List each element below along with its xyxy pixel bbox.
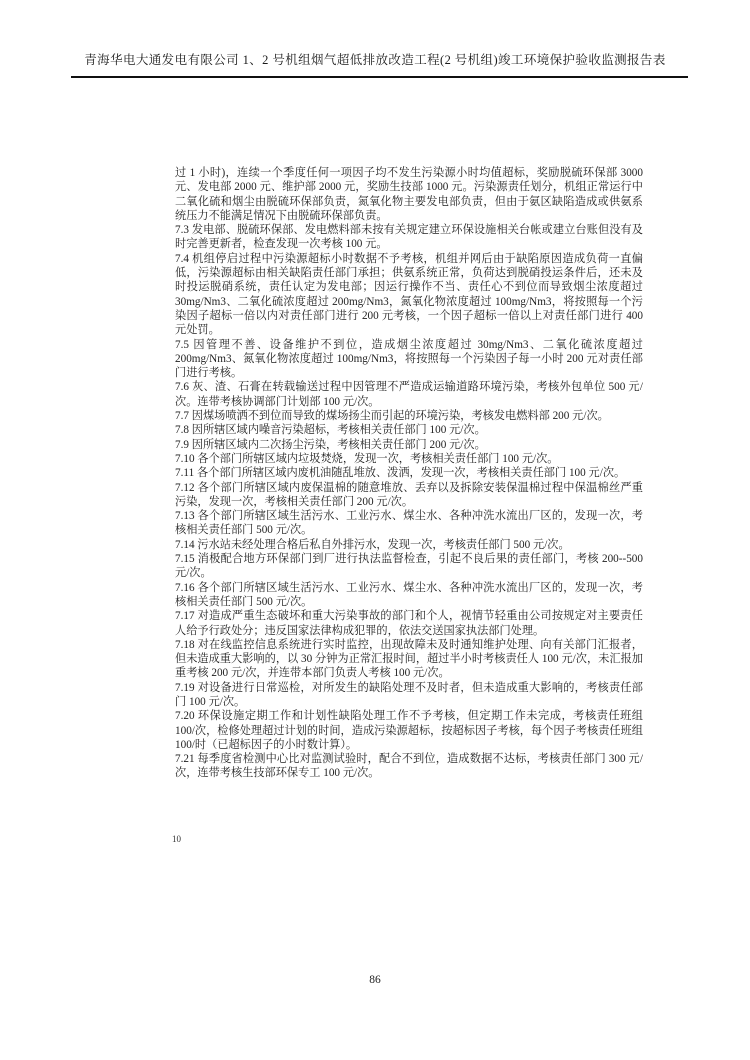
paragraph: 7.13 各个部门所辖区域生活污水、工业污水、煤尘水、各种冲洗水流出厂区的，发现一次，考核相关责任部门 500 元/次。 [175, 510, 643, 537]
paragraph: 7.12 各个部门所辖区域内废保温棉的随意堆放、丢弃以及拆除安装保温棉过程中保温棉丝严重污染，发现一次，考核相关责任部门 200 元/次。 [175, 481, 643, 508]
paragraph: 7.11 各个部门所辖区域内废机油随乱堆放、泼洒，发现一次，考核相关责任部门 100 元/次。 [175, 467, 626, 480]
paragraph: 7.20 环保设施定期工作和计划性缺陷处理工作不予考核，但定期工作未完成，考核责任班组 100/次，检修处理超过计划的时间，造成污染源超标，按超标因子考核，每个因子考核责任班组 100/时（已超标因子的小时数计算）。 [175, 710, 643, 751]
paragraph: 7.6 灰、渣、石膏在转载输送过程中因管理不严造成运输道路环境污染，考核外包单位 500 元/次。连带考核协调部门计划部 100 元/次。 [175, 381, 643, 408]
paragraph: 7.16 各个部门所辖区域生活污水、工业污水、煤尘水、各种冲洗水流出厂区的，发现一次，考核相关责任部门 500 元/次。 [175, 581, 643, 608]
paragraph: 7.15 消极配合地方环保部门到厂进行执法监督检查，引起不良后果的责任部门，考核 200--500 元/次。 [175, 553, 643, 580]
body-paragraphs [175, 166, 643, 781]
paragraph: 7.5 因管理不善、设备维护不到位，造成烟尘浓度超过 30mg/Nm3、二氧化硫浓度超过 200mg/Nm3、氮氧化物浓度超过 100mg/Nm3，将按照每一个污染因子每一小时 200 元对责任部门进行考核。 [175, 338, 643, 380]
paragraph: 7.14 污水站未经处理合格后私自外排污水，发现一次，考核责任部门 500 元/次。 [175, 538, 570, 551]
paragraph: 7.9 因所辖区域内二次扬尘污染，考核相关责任部门 200 元/次。 [175, 438, 486, 451]
page-number: 86 [369, 974, 381, 986]
paragraph: 7.21 每季度省检测中心比对监测试验时，配合不到位，造成数据不达标，考核责任部门 300 元/次，连带考核生技部环保专工 100 元/次。 [175, 753, 643, 780]
paragraph: 7.3 发电部、脱硫环保部、发电燃料部未按有关规定建立环保设施相关台帐或建立台账但没有及时完善更新者，检查发现一次考核 100 元。 [175, 224, 643, 251]
paragraph: 7.4 机组停启过程中污染源超标小时数据不予考核，机组并网后由于缺陷原因造成负荷一直偏低，污染源超标由相关缺陷责任部门承担；供氨系统正常，负荷达到脱硝投运条件后，还未及时投运脱硝系统，责任认定为发电部；因运行操作不当、责任心不到位而导致烟尘浓度超过 30mg/Nm3、二氧化硫浓度超过 200mg/Nm3，氮氧化物浓度超过 100mg/Nm3，将按照每一个污染因子超标一倍以内对责任部门进行 200 元考核，一个因子超标一倍以上对责任部门进行 400 元处罚。 [175, 252, 643, 337]
paragraph: 过 1 小时)，连续一个季度任何一项因子均不发生污染源小时均值超标，奖励脱硫环保部 3000 元、发电部 2000 元、维护部 2000 元，奖励生技部 1000 元。污染源责任划分，机组正常运行中二氧化硫和烟尘由脱硫环保部负责，氮氧化物主要发电部负责，但由于氨区缺陷造成或供氨系统压力不能满足情况下由脱硫环保部负责。 [175, 167, 643, 222]
paragraph: 7.8 因所辖区域内噪音污染超标，考核相关责任部门 100 元/次。 [175, 424, 486, 437]
header-rule [71, 76, 688, 78]
paragraph: 7.18 对在线监控信息系统进行实时监控，出现故障未及时通知维护处理、向有关部门汇报者，但未造成重大影响的，以 30 分钟为正常汇报时间，超过半小时考核责任人 100 元/次，未汇报加重考核 200 元/次，并连带本部门负责人考核 100 元/次。 [175, 638, 643, 680]
paragraph: 7.19 对设备进行日常巡检，对所发生的缺陷处理不及时者，但未造成重大影响的，考核责任部门 100 元/次。 [175, 681, 643, 708]
paragraph: 7.7 因煤场喷洒不到位而导致的煤场扬尘而引起的环境污染，考核发电燃料部 200 元/次。 [175, 410, 609, 423]
paragraph: 7.17 对造成严重生态破坏和重大污染事故的部门和个人，视情节轻重由公司按规定对主要责任人给予行政处分；违反国家法律构成犯罪的，依法交送国家执法部门处理。 [175, 610, 643, 637]
paragraph: 7.10 各个部门所辖区域内垃圾焚烧，发现一次，考核相关责任部门 100 元/次。 [175, 452, 559, 465]
footnote-page-number: 10 [172, 834, 181, 844]
document-title: 青海华电大通发电有限公司 1、2 号机组烟气超低排放改造工程(2 号机组)竣工环境保护验收监测报告表 [84, 53, 666, 67]
